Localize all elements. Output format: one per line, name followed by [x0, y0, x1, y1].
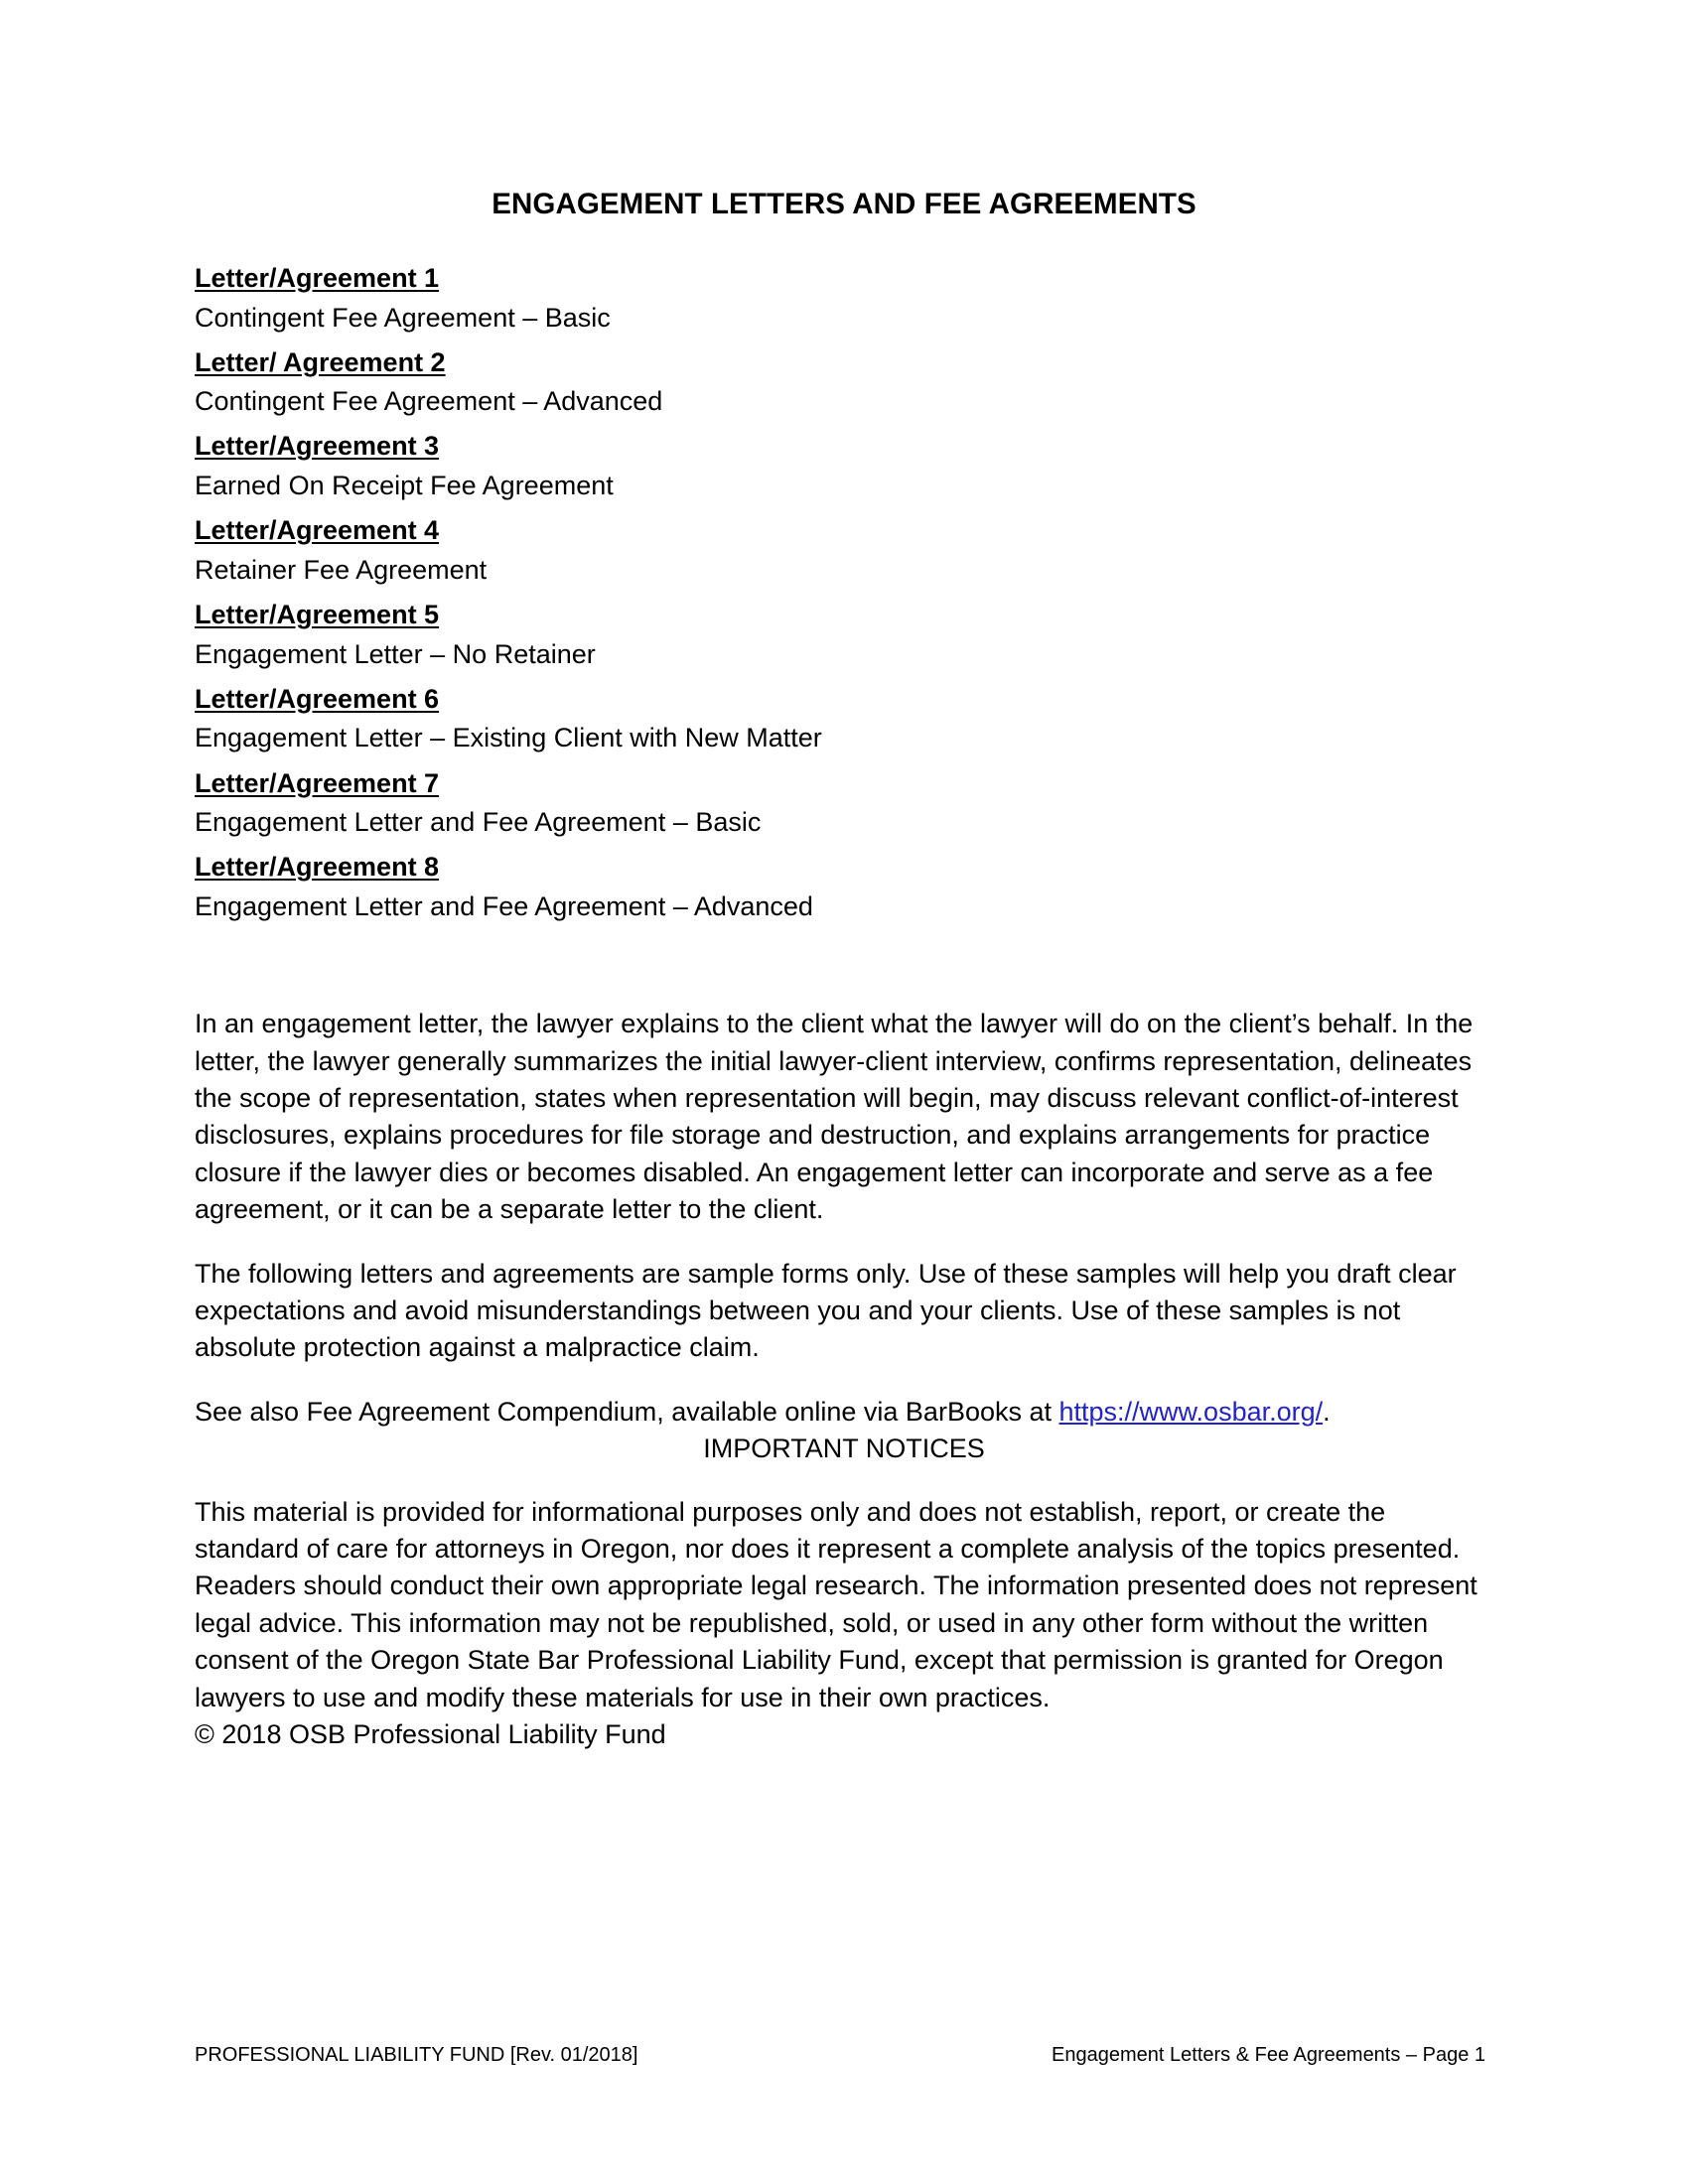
- samples-paragraph: The following letters and agreements are sample forms only. Use of these samples will help you draft clear expectations and avoid misunderstandings between you and your clients. Use of these samples is not absolute protection against a malpractice claim.: [195, 1258, 1457, 1363]
- agreement-heading: Letter/Agreement 1: [195, 262, 440, 293]
- agreement-heading: Letter/ Agreement 2: [195, 346, 446, 377]
- agreement-heading: Letter/Agreement 4: [195, 515, 440, 546]
- see-also-suffix: .: [1323, 1396, 1331, 1427]
- copyright-line: © 2018 OSB Professional Liability Fund: [195, 1718, 666, 1749]
- list-item: [195, 261, 1493, 336]
- agreement-heading: Letter/Agreement 7: [195, 767, 440, 798]
- list-item: [195, 513, 1493, 588]
- page-footer: [195, 2042, 1493, 2068]
- agreement-subtitle: Earned On Receipt Fee Agreement: [195, 471, 614, 501]
- important-notices-heading: IMPORTANT NOTICES: [703, 1433, 985, 1464]
- page-title: ENGAGEMENT LETTERS AND FEE AGREEMENTS: [492, 188, 1196, 220]
- list-item: [195, 345, 1493, 420]
- see-also-prefix: See also Fee Agreement Compendium, available online via BarBooks at: [195, 1396, 1059, 1427]
- osbar-link[interactable]: https://www.osbar.org/: [1058, 1396, 1324, 1427]
- agreement-heading: Letter/Agreement 5: [195, 600, 440, 630]
- body-text: [195, 1006, 1493, 1431]
- disclaimer-paragraph: This material is provided for informational purposes only and does not establish, report, or create the standard of care for attorneys in Oregon, nor does it represent a complete analysis of the topics presented. Readers should conduct their own appropriate legal research. The information presented does not represent legal advice. This information may not be republished, sold, or used in any other form without the written consent of the Oregon State Bar Professional Liability Fund, except that permission is granted for Oregon lawyers to use and modify these materials for use in their own practices.: [195, 1496, 1477, 1712]
- agreement-subtitle: Retainer Fee Agreement: [195, 554, 488, 585]
- agreement-subtitle: Engagement Letter – No Retainer: [195, 638, 596, 669]
- agreement-subtitle: Contingent Fee Agreement – Advanced: [195, 386, 663, 417]
- see-also-paragraph: [195, 1394, 1493, 1431]
- agreement-subtitle: Engagement Letter – Existing Client with New Matter: [195, 723, 822, 753]
- document-content: [195, 0, 1493, 1753]
- list-item: [195, 598, 1493, 672]
- list-item: [195, 429, 1493, 503]
- agreement-heading: Letter/Agreement 8: [195, 852, 440, 883]
- intro-paragraph: In an engagement letter, the lawyer explains to the client what the lawyer will do on the client’s behalf. In the letter, the lawyer generally summarizes the initial lawyer-client interview, confirms representation, delineates the scope of representation, states when representation will begin, may discuss relevant conflict-of-interest disclosures, explains procedures for file storage and destruction, and explains arrangements for practice closure if the lawyer dies or becomes disabled. An engagement letter can incorporate and serve as a fee agreement, or it can be a separate letter to the client.: [195, 1009, 1474, 1225]
- agreement-list: [195, 261, 1493, 924]
- list-item: [195, 766, 1493, 841]
- agreement-subtitle: Engagement Letter and Fee Agreement – Advanced: [195, 891, 813, 922]
- agreement-subtitle: Contingent Fee Agreement – Basic: [195, 302, 611, 333]
- agreement-subtitle: Engagement Letter and Fee Agreement – Basic: [195, 807, 762, 838]
- footer-left-text: PROFESSIONAL LIABILITY FUND [Rev. 01/2018]: [195, 2044, 638, 2066]
- agreement-heading: Letter/Agreement 3: [195, 431, 440, 462]
- agreement-heading: Letter/Agreement 6: [195, 683, 440, 714]
- important-notices-section: [195, 1431, 1493, 1753]
- footer-right-text: Engagement Letters & Fee Agreements – Page 1: [1052, 2044, 1485, 2066]
- list-item: [195, 850, 1493, 924]
- list-item: [195, 682, 1493, 756]
